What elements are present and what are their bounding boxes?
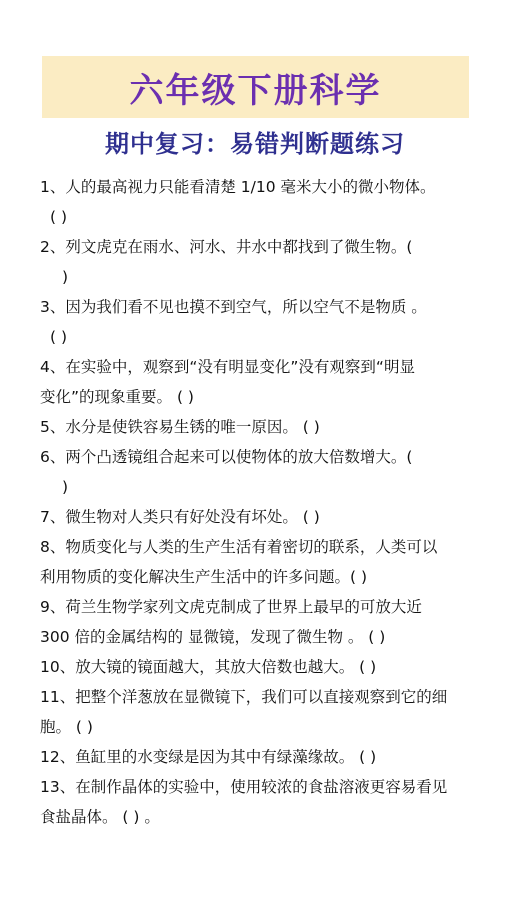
title-banner — [42, 56, 469, 118]
question-9-line-2: 300 倍的金属结构的 显微镜，发现了微生物 。 ( ) — [40, 628, 386, 646]
question-13-line-1: 13、在制作晶体的实验中，使用较浓的食盐溶液更容易看见 — [40, 778, 448, 796]
question-1-line-2: ( ) — [50, 208, 68, 226]
question-12-line-1: 12、鱼缸里的水变绿是因为其中有绿藻缘故。 ( ) — [40, 748, 377, 766]
question-2-line-1: 2、列文虎克在雨水、河水、井水中都找到了微生物。( — [40, 238, 413, 256]
question-13 — [40, 772, 472, 832]
question-1-line-1: 1、人的最高视力只能看清楚 1/10 毫米大小的微小物体。 — [40, 178, 436, 196]
question-1 — [40, 172, 472, 232]
question-3 — [40, 292, 472, 352]
question-10-line-1: 10、放大镜的镜面越大，其放大倍数也越大。 ( ) — [40, 658, 377, 676]
question-11-line-1: 11、把整个洋葱放在显微镜下，我们可以直接观察到它的细 — [40, 688, 448, 706]
question-3-line-2: ( ) — [50, 328, 68, 346]
question-2 — [40, 232, 472, 292]
question-6 — [40, 442, 472, 502]
question-13-line-2: 食盐晶体。 ( ) 。 — [40, 808, 160, 826]
question-7-line-1: 7、微生物对人类只有好处没有坏处。 ( ) — [40, 508, 320, 526]
question-9-line-1: 9、荷兰生物学家列文虎克制成了世界上最早的可放大近 — [40, 598, 422, 616]
question-5-line-1: 5、水分是使铁容易生锈的唯一原因。 ( ) — [40, 418, 320, 436]
question-2-line-2: ) — [62, 268, 69, 286]
question-10 — [40, 652, 472, 682]
page-subtitle: 期中复习：易错判断题练习 — [105, 130, 405, 158]
question-4 — [40, 352, 472, 412]
question-7 — [40, 502, 472, 532]
question-5 — [40, 412, 472, 442]
page-title: 六年级下册科学 — [129, 70, 382, 111]
question-8-line-1: 8、物质变化与人类的生产生活有着密切的联系，人类可以 — [40, 538, 438, 556]
question-9 — [40, 592, 472, 652]
question-11-line-2: 胞。 ( ) — [40, 718, 93, 736]
question-3-line-1: 3、因为我们看不见也摸不到空气，所以空气不是物质 。 — [40, 298, 427, 316]
question-6-line-2: ) — [62, 478, 69, 496]
question-8 — [40, 532, 472, 592]
question-6-line-1: 6、两个凸透镜组合起来可以使物体的放大倍数增大。( — [40, 448, 413, 466]
question-list — [40, 172, 472, 832]
question-4-line-2: 变化”的现象重要。 ( ) — [40, 388, 194, 406]
question-8-line-2: 利用物质的变化解决生产生活中的许多问题。( ) — [40, 568, 368, 586]
question-4-line-1: 4、在实验中，观察到“没有明显变化”没有观察到“明显 — [40, 358, 415, 376]
question-12 — [40, 742, 472, 772]
question-11 — [40, 682, 472, 742]
